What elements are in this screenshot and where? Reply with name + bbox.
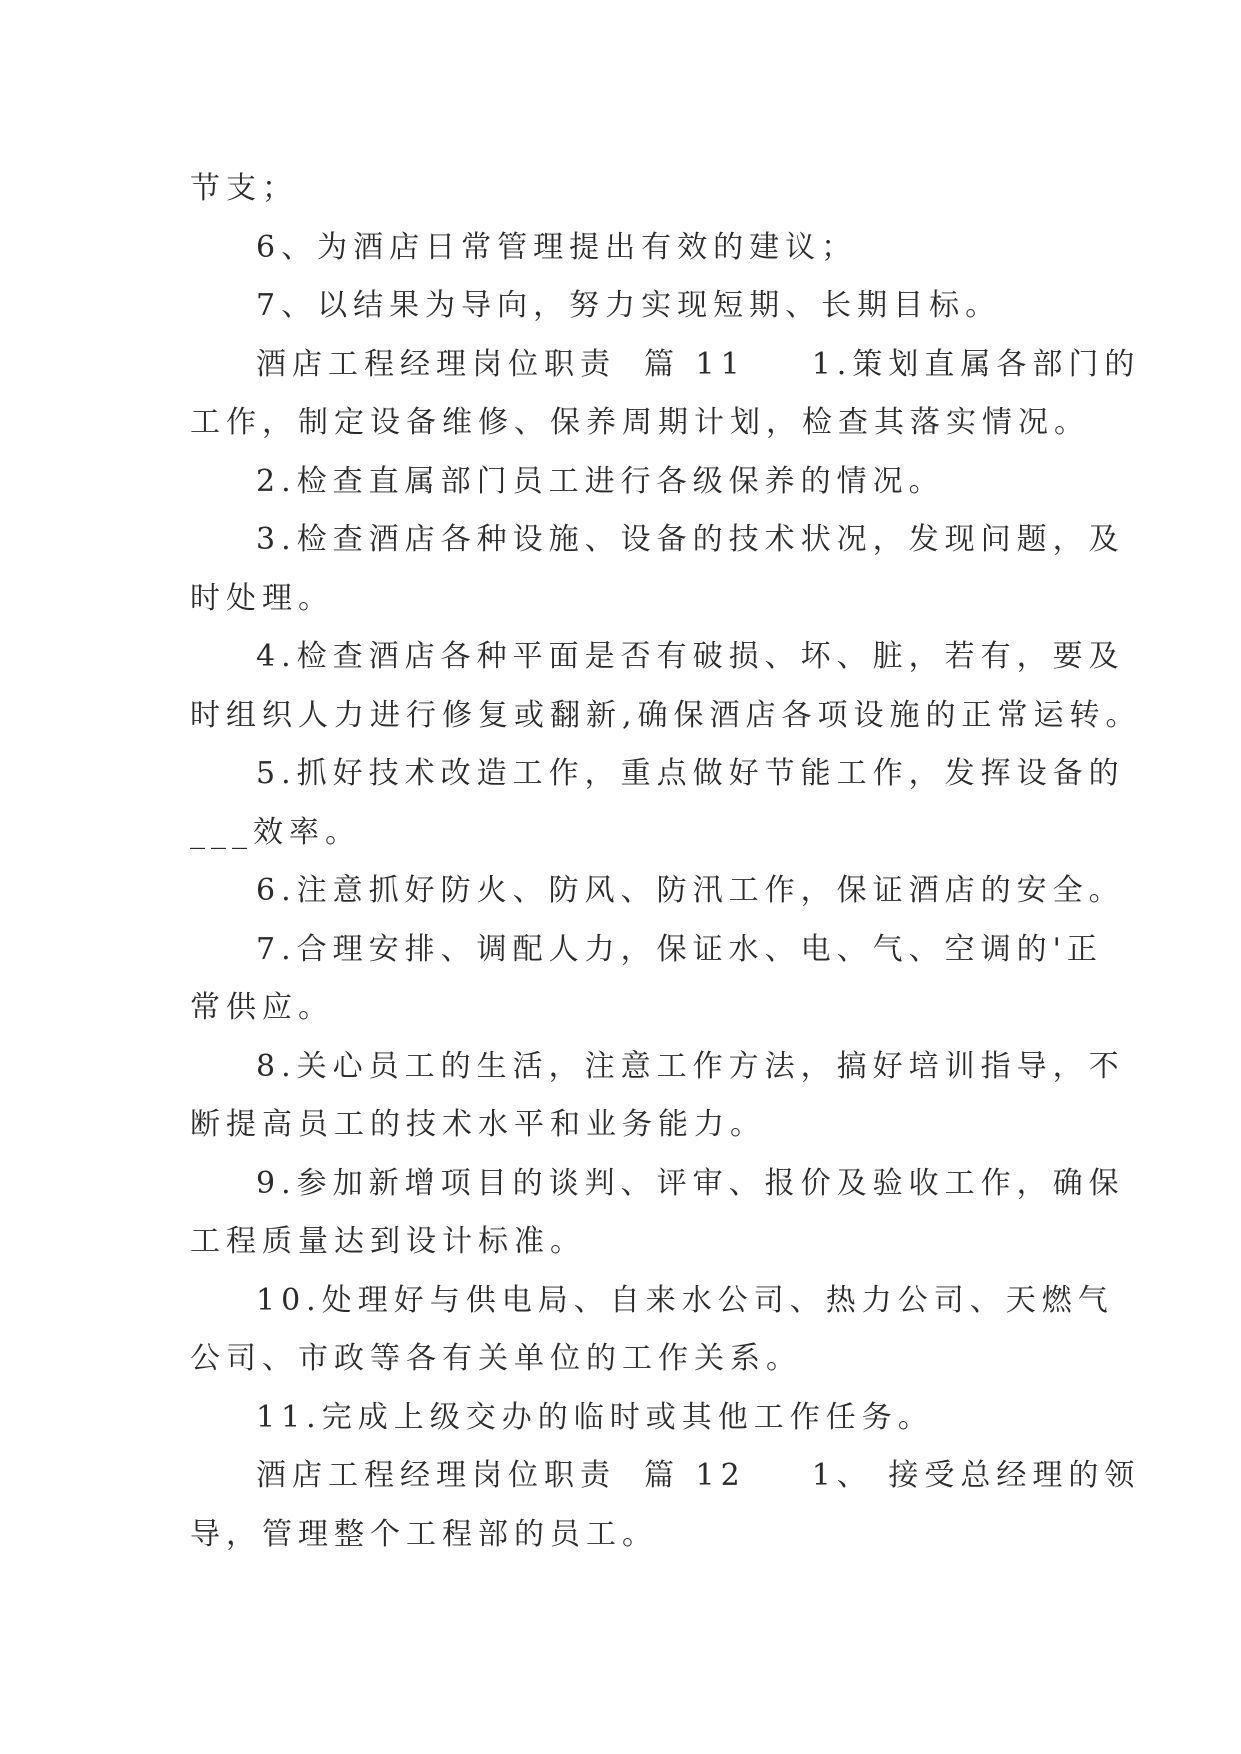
section-item-5: 5.抓好技术改造工作，重点做好节能工作，发挥设备的 [256,756,1125,791]
section-item-1-start: 1.策划直属各部门的 [811,346,1141,382]
text-line [190,921,1103,980]
section-item-3: 3.检查酒店各种设施、设备的技术状况，发现问题，及 [256,522,1125,557]
section-item-1-cont: 工作，制定设备维修、保养周期计划，检查其落实情况。 [190,405,1090,440]
text-line [190,394,1090,453]
list-item-6: 6、为酒店日常管理提出有效的建议； [256,229,858,265]
section-item-5-cont: ___效率。 [190,814,361,850]
section-item-10-cont: 公司、市政等各有关单位的工作关系。 [190,1341,802,1376]
section-number: 篇 12 [644,1458,746,1493]
section-item-8: 8.关心员工的生活，注意工作方法，搞好培训指导，不 [256,1048,1125,1084]
text-line [190,979,1070,1038]
text-line [190,1389,1070,1448]
paragraph-continuation: 节支； [190,171,298,206]
text-line [190,570,1070,629]
section-item-7: 7.合理安排、调配人力，保证水、电、气、空调的'正 [256,931,1103,967]
text-line [190,1272,1114,1331]
text-line [190,862,1125,921]
text-line [190,1330,1070,1389]
section-item-1-cont: 导，管理整个工程部的员工。 [190,1516,658,1552]
section-heading-line [190,1447,1141,1506]
section-item-2: 2.检查直属部门员工进行各级保养的情况。 [256,463,945,499]
text-line [190,219,1070,278]
section-item-10: 10.处理好与供电局、自来水公司、热力公司、天燃气 [256,1282,1114,1318]
text-line [190,804,1070,863]
section-item-1-start: 1、 接受总经理的领 [811,1458,1141,1493]
document-body [190,160,1142,1564]
text-line [190,511,1125,570]
text-line [190,160,1070,219]
section-item-9: 9.参加新增项目的谈判、评审、报价及验收工作，确保 [256,1165,1125,1201]
section-item-4: 4.检查酒店各种平面是否有破损、坏、脏，若有，要及 [256,639,1125,674]
section-number: 篇 11 [644,346,746,382]
text-line [190,453,1070,512]
section-item-3-cont: 时处理。 [190,580,334,616]
section-heading-line [190,336,1141,395]
text-line [190,1213,1070,1272]
section-item-9-cont: 工程质量达到设计标准。 [190,1224,586,1259]
text-line [190,628,1125,687]
text-line [190,1506,1070,1565]
text-line [190,1038,1125,1097]
text-line [190,1155,1125,1214]
section-item-8-cont: 断提高员工的技术水平和业务能力。 [190,1107,766,1142]
section-title: 酒店工程经理岗位职责 [256,346,616,382]
section-title: 酒店工程经理岗位职责 [256,1458,616,1493]
section-item-11: 11.完成上级交办的临时或其他工作任务。 [256,1399,934,1435]
text-line [190,745,1125,804]
text-line [190,687,1142,746]
list-item-7: 7、以结果为导向，努力实现短期、长期目标。 [256,288,1002,323]
section-item-6: 6.注意抓好防火、防风、防汛工作，保证酒店的安全。 [256,873,1125,908]
text-line [190,1096,1070,1155]
section-item-4-cont: 时组织人力进行修复或翻新,确保酒店各项设施的正常运转。 [190,697,1142,733]
section-item-7-cont: 常供应。 [190,990,334,1025]
text-line [190,277,1070,336]
